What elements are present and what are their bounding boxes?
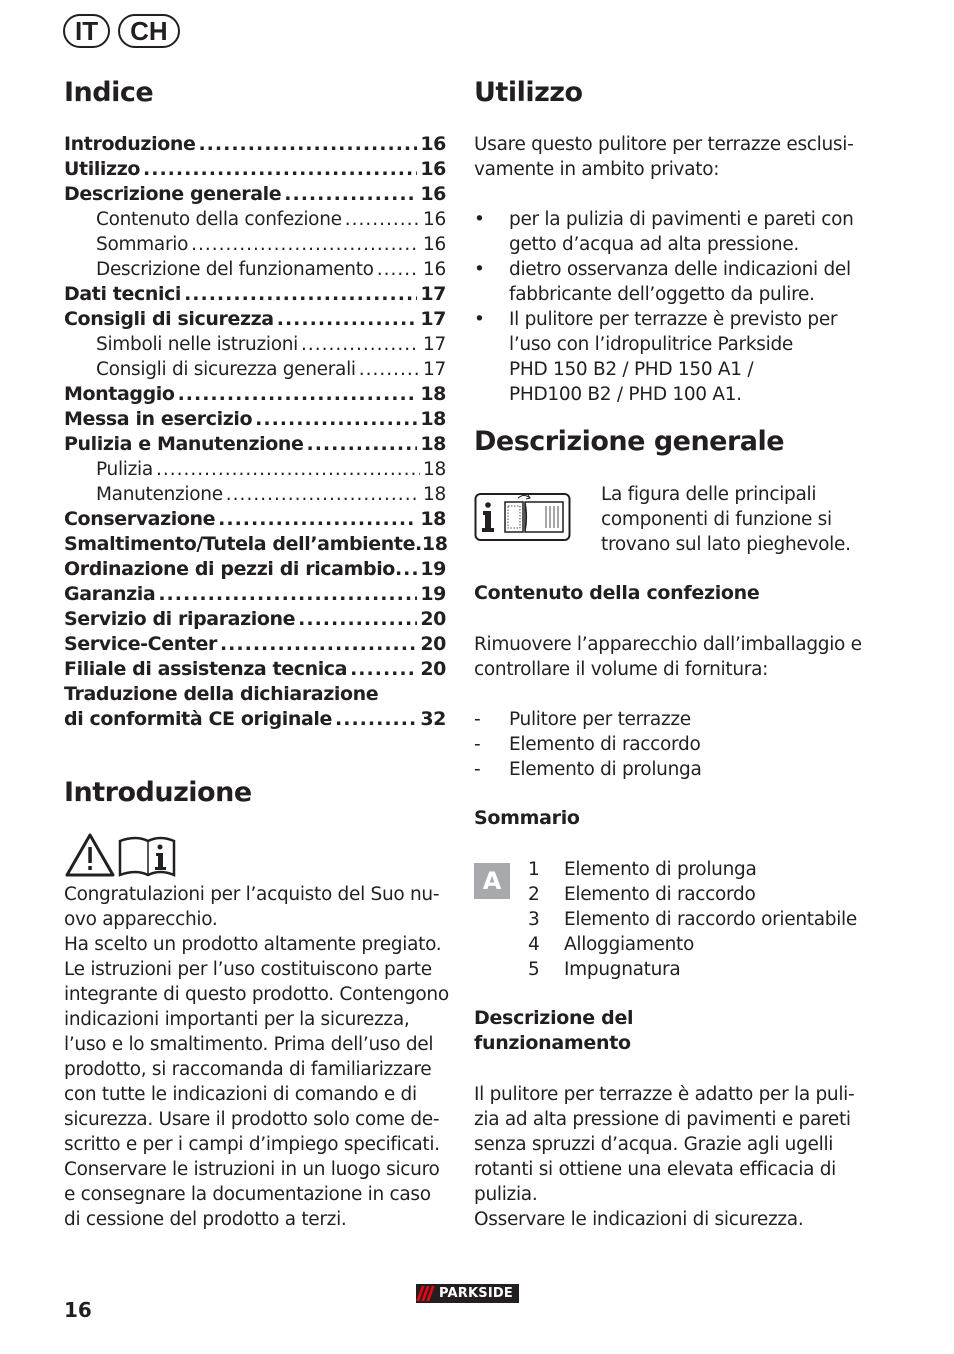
funzionamento-text: Il pulitore per terrazze è adatto per la puli- zia ad alta pressione di pavimenti e pareti senza spruzzi d’acqua. Grazie agli ugelli rotanti si ottiene una elevata efficacia di pulizia. Osservare le indicazioni di sicurezza. [474, 1084, 855, 1230]
bullet-icon: • [474, 209, 485, 230]
introduzione-title: Introduzione [64, 777, 252, 808]
utilizzo-intro: Usare questo pulitore per terrazze esclusi- vamente in ambito privato: [474, 134, 854, 180]
table-of-contents [64, 132, 446, 732]
funzionamento-title-line1: Descrizione del [474, 1007, 634, 1029]
bullet-icon: • [474, 259, 485, 280]
foldout-info-icon-wrap [474, 490, 572, 546]
list-item: 1 Elemento di prolunga [528, 859, 757, 880]
toc-subentry[interactable]: Descrizione del funzionamento ..... 16 [64, 257, 446, 282]
descrizione-title: Descrizione generale [474, 426, 785, 457]
toc-subentry[interactable]: Consigli di sicurezza generali ..... 17 [64, 357, 446, 382]
toc-entry[interactable]: Utilizzo ..... 16 [64, 157, 446, 182]
dash-icon: - [474, 709, 481, 730]
toc-entry[interactable]: Montaggio ..... 18 [64, 382, 446, 407]
bullet-icon: • [474, 309, 485, 330]
lang-badge-it: IT [63, 14, 110, 48]
list-item: 5 Impugnatura [528, 959, 681, 980]
funzionamento-title-line2: funzionamento [474, 1032, 631, 1054]
sommario-list [528, 857, 864, 982]
introduzione-text: Congratulazioni per l’acquisto del Suo nu- ovo apparecchio. Ha scelto un prodotto altamente pregiato. Le istruzioni per l’uso costituiscono parte integrante di questo prodotto. Contengono indicazioni importanti per la sicurezza, l’uso e lo smaltimento. Prima dell’uso del prodotto, si raccomanda di familiarizzare con tutte le indicazioni di comando e di sicurezza. Usare il prodotto solo come de- scritto e per i campi d’impiego specificati. Conservare le istruzioni in un luogo sicuro e consegnare la documentazione in caso di cessione del prodotto a terzi. [64, 884, 449, 1230]
warning-info-icons [64, 831, 176, 883]
toc-entry[interactable]: Descrizione generale ..... 16 [64, 182, 446, 207]
language-badges [63, 14, 180, 48]
contenuto-title: Contenuto della confezione [474, 582, 760, 604]
toc-subentry[interactable]: Contenuto della confezione ..... 16 [64, 207, 446, 232]
foldout-info-icon [474, 490, 572, 542]
toc-subentry[interactable]: Simboli nelle istruzioni ..... 17 [64, 332, 446, 357]
toc-entry[interactable]: Traduzione della dichiarazione [64, 683, 379, 705]
list-item: 2 Elemento di raccordo [528, 884, 756, 905]
toc-subentry[interactable]: Sommario ..... 16 [64, 232, 446, 257]
toc-entry[interactable]: Pulizia e Manutenzione ..... 18 [64, 432, 446, 457]
figure-a-badge: A [474, 863, 510, 899]
list-item: 3 Elemento di raccordo orientabile [528, 909, 857, 930]
list-item: 4 Alloggiamento [528, 934, 695, 955]
toc-subentry[interactable]: Manutenzione ..... 18 [64, 482, 446, 507]
toc-entry[interactable]: Filiale di assistenza tecnica ..... 20 [64, 657, 446, 682]
toc-entry[interactable]: Introduzione ..... 16 [64, 132, 446, 157]
indice-title: Indice [64, 77, 154, 108]
toc-entry[interactable]: Consigli di sicurezza ..... 17 [64, 307, 446, 332]
dash-icon: - [474, 759, 481, 780]
toc-entry[interactable]: Messa in esercizio ..... 18 [64, 407, 446, 432]
toc-entry[interactable]: di conformità CE originale ..... 32 [64, 707, 446, 732]
toc-entry[interactable]: Smaltimento/Tutela dell’ambiente. 18 [64, 533, 448, 555]
sommario-title: Sommario [474, 807, 580, 829]
toc-entry[interactable]: Conservazione ..... 18 [64, 507, 446, 532]
toc-subentry[interactable]: Pulizia ..... 18 [64, 457, 446, 482]
toc-entry[interactable]: Service-Center ..... 20 [64, 632, 446, 657]
warning-manual-icon [64, 831, 176, 879]
brand-name: PARKSIDE [439, 1286, 513, 1301]
toc-entry[interactable]: Dati tecnici ..... 17 [64, 282, 446, 307]
contenuto-intro: Rimuovere l’apparecchio dall’imballaggio e controllare il volume di fornitura: [474, 634, 862, 680]
parkside-logo [416, 1284, 519, 1303]
dash-icon: - [474, 734, 481, 755]
utilizzo-title: Utilizzo [474, 77, 583, 108]
lang-badge-ch: CH [118, 14, 180, 48]
logo-stripes-icon [416, 1284, 439, 1303]
toc-entry[interactable]: Garanzia ..... 19 [64, 582, 446, 607]
page-number: 16 [64, 1298, 92, 1322]
foldout-info-text: La figura delle principali componenti di funzione si trovano sul lato pieghevole. [601, 484, 851, 555]
toc-entry[interactable]: Ordinazione di pezzi di ricambio ..... 19 [64, 557, 446, 582]
toc-entry[interactable]: Servizio di riparazione ..... 20 [64, 607, 446, 632]
